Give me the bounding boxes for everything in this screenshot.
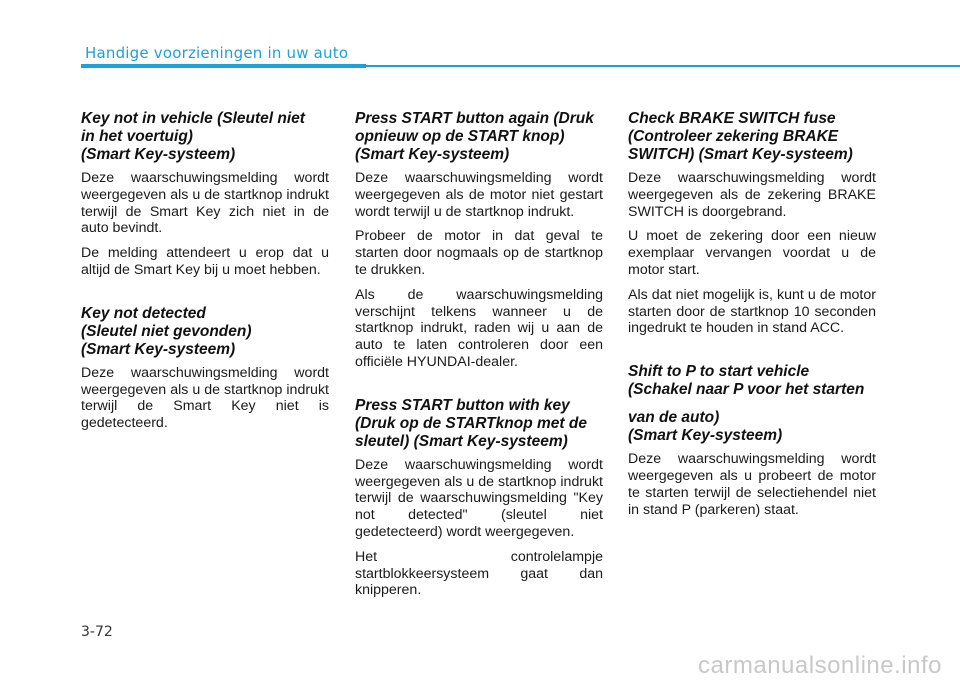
heading-line: opnieuw op de START knop) <box>355 128 565 145</box>
page-number: 3-72 <box>81 624 113 640</box>
heading-line: Check BRAKE SWITCH fuse <box>628 110 836 127</box>
section-heading <box>81 110 329 164</box>
section-heading <box>628 363 876 445</box>
paragraph: Probeer de motor in dat geval te starten door nogmaals op de startknop te drukken. <box>355 228 603 278</box>
paragraph: Deze waarschuwingsmelding wordt weergegeven als u de startknop indrukt terwijl de waarschuwingsmelding "Key not detected" (sleutel niet gedetecteerd) wordt weergegeven. <box>355 456 603 540</box>
heading-line: (Smart Key-systeem) <box>628 427 783 445</box>
paragraph: Deze waarschuwingsmelding wordt weergegeven als u probeert de motor te starten terwijl de selectiehendel niet in stand P (parkeren) staat. <box>628 451 876 518</box>
header-rule-thick <box>81 64 366 68</box>
paragraph: De melding attendeert u erop dat u altijd de Smart Key bij u moet hebben. <box>81 245 329 278</box>
section-heading <box>628 110 876 164</box>
section-heading <box>355 397 603 451</box>
heading-line: (Smart Key-systeem) <box>81 146 236 163</box>
column-2 <box>355 110 603 607</box>
paragraph: Deze waarschuwingsmelding wordt weergegeven als de zekering BRAKE SWITCH is doorgebrand. <box>628 170 876 220</box>
heading-line: Press START button with key <box>355 396 570 414</box>
heading-line: (Smart Key-systeem) <box>355 146 510 163</box>
heading-line: (Schakel naar P voor het starten <box>628 381 865 399</box>
section-title: Handige voorzieningen in uw auto <box>85 44 349 62</box>
heading-line: Shift to P to start vehicle <box>628 363 810 381</box>
heading-line: SWITCH) (Smart Key-systeem) <box>628 146 853 163</box>
column-3 <box>628 110 876 526</box>
heading-line: van de auto) <box>628 409 720 427</box>
paragraph: Deze waarschuwingsmelding wordt weergegeven als u de startknop indrukt terwijl de Smart Key zich niet in de auto bevindt. <box>81 170 329 237</box>
heading-line: in het voertuig) <box>81 128 193 145</box>
heading-line: Key not detected <box>81 304 206 322</box>
heading-line: Key not in vehicle (Sleutel niet <box>81 110 305 127</box>
paragraph: Het controlelampje startblokkeersysteem gaat dan knipperen. <box>355 548 603 599</box>
section-key-not-in-vehicle <box>81 110 329 279</box>
heading-line: Press START button again (Druk <box>355 110 594 127</box>
section-press-start-with-key <box>355 397 603 599</box>
section-key-not-detected <box>81 305 329 432</box>
heading-line: sleutel) (Smart Key-systeem) <box>355 432 568 450</box>
heading-line: (Sleutel niet gevonden) <box>81 322 252 340</box>
paragraph: Deze waarschuwingsmelding wordt weergegeven als u de startknop indrukt terwijl de Smart Key niet is gedetecteerd. <box>81 364 329 432</box>
section-heading <box>81 305 329 359</box>
watermark: carmanualsonline.info <box>698 652 942 679</box>
heading-line: (Smart Key-systeem) <box>81 340 236 358</box>
section-check-brake-switch <box>628 110 876 337</box>
heading-line: (Controleer zekering BRAKE <box>628 128 839 145</box>
heading-line: (Druk op de STARTknop met de <box>355 414 587 432</box>
section-press-start-again <box>355 110 603 371</box>
section-shift-to-p <box>628 363 876 518</box>
section-heading <box>355 110 603 164</box>
paragraph: Als de waarschuwingsmelding verschijnt telkens wanneer u de startknop indrukt, raden wij u aan de auto te laten controleren door een officiële HYUNDAI-dealer. <box>355 286 603 370</box>
paragraph: Deze waarschuwingsmelding wordt weergegeven als de motor niet gestart wordt terwijl u de startknop indrukt. <box>355 170 603 220</box>
header-rule-thin <box>366 65 960 67</box>
column-1 <box>81 110 329 440</box>
paragraph: Als dat niet mogelijk is, kunt u de motor starten door de startknop 10 seconden ingedrukt te houden in stand ACC. <box>628 286 876 337</box>
paragraph: U moet de zekering door een nieuw exemplaar vervangen voordat u de motor start. <box>628 228 876 278</box>
